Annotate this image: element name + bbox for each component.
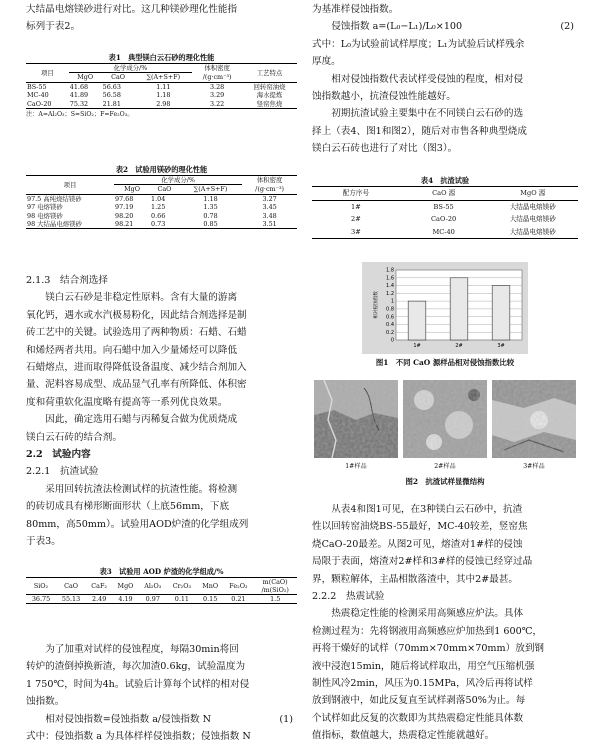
section-heading: 2.2.1 抗渣试验 [26,466,99,478]
table-cell: 大结晶电熔镁砂 [509,227,556,236]
figure-1-chart [362,262,528,354]
table-cell: 海水提炼 [256,91,283,100]
micrograph-label: 1#样品 [345,463,367,470]
table-header: CaF₂ [91,581,107,590]
table-header: 项目 [63,180,77,189]
section-heading: 2.1.3 结合剂选择 [26,275,108,286]
table-cell: 98.21 [115,220,134,229]
table-row [26,220,297,229]
y-tick-label: 0.6 [386,314,394,321]
table-header: Cr₂O₃ [172,581,192,590]
table-header: MnO [202,581,219,590]
y-tick-label: 0.4 [386,322,394,329]
text-line: 蚀指数越小，抗渣侵蚀性能越好。 [312,91,456,103]
table-caption-text: 抗渣试验 [440,176,470,185]
bar-1 [408,301,426,340]
formula-number: (2) [560,21,574,33]
table-cell: 56.58 [102,91,121,100]
ratio-den: /m(SiO₂) [261,586,289,594]
table-cell: 3.51 [262,220,277,229]
table-cell: 3.29 [209,91,225,100]
text-line: 采用回转抗渣法检测试样的抗渣性能。将检测 [45,483,238,495]
table-cell: 回转窑油烧 [253,82,286,91]
table-4-grid [312,186,578,239]
text-line: 标列于表2。 [26,21,81,33]
table-header [253,578,297,595]
text-line: 大结晶电熔镁砂进行对比。这几种镁砂理化性能指 [26,4,238,15]
text-line: 蚀指数。 [26,696,65,708]
micrograph-label: 2#样品 [434,463,456,470]
text-line: 制性风冷2min，风压为0.15MPa，风冷后再将试样 [312,678,533,690]
table-row [26,194,297,203]
table-cell: CaO-20 [27,99,52,108]
figure-2-caption: 图2 抗渣试样显微结构 [405,477,485,486]
y-tick-label: 1.2 [386,290,394,297]
y-axis-label: 相对侵蚀指数 [374,291,379,319]
table-cell: 98 大结晶电熔镁砂 [27,220,82,229]
text-line: 镁白云石砖的结合剂。 [26,431,122,443]
table-row [26,100,297,109]
table-cell: BS-55 [433,202,454,211]
table-header: 配方序号 [342,189,370,197]
table-cell: 1.18 [156,91,171,100]
table-1-grid [26,63,297,109]
table-cell: 97 电熔镁砂 [27,203,63,212]
table-subheader: CaO [157,185,172,194]
table-caption-num: 表4 [420,176,434,185]
text-line: 厚度。 [312,56,341,68]
table-row [26,82,297,91]
y-tick-label: 0 [390,337,394,344]
table-cell: 1.04 [151,194,166,203]
text-line: 初期抗渣试验主要集中在不同镁白云石砂的选 [331,108,524,120]
table-row [26,91,297,99]
table-header: 体积密度 [256,176,283,185]
table-header: 化学成分/% [69,64,192,73]
table-cell: 1.18 [203,194,218,203]
table-header: /(g·cm⁻³) [202,73,232,82]
y-tick-label: 1.6 [386,275,394,282]
table-subheader: CaO [111,73,126,82]
table-cell: 97.68 [115,194,134,203]
table-cell: 98 电熔镁砂 [27,211,63,220]
text-line: 于表3。 [26,536,61,548]
micrograph-3 [492,380,576,458]
results-section [312,501,578,745]
table-header: 化学成分/% [114,176,242,185]
table-row [312,213,578,226]
table-header: 项目 [41,68,54,77]
table-cell: 98.20 [115,211,134,220]
table-cell: 1.25 [151,203,166,212]
table-row [26,595,297,604]
text-line: 和烯烃两者共用。向石蜡中加入少量烯烃可以降低 [26,344,238,356]
table-header: Fe₂O₃ [229,581,248,590]
text-line: 石蜡熔点，进而取得降低设备温度、减少结合剂加入 [26,362,247,374]
y-tick-label: 0.2 [386,329,394,336]
table-subheader: ∑(A+S+F) [193,185,228,194]
text-line: 1 750℃，时间为4h。试验后计算每个试样的相对侵 [26,678,250,690]
table-cell: 21.81 [102,99,121,108]
table-cell: BS-55 [27,82,47,91]
table-cell: 3.45 [262,203,277,212]
ratio-num: m(CaO) [262,578,288,586]
table-cell: 1.5 [270,595,281,603]
section-test [26,641,297,745]
table-caption-num: 表2 [115,165,129,174]
section-heading: 2.2.2 热震试验 [312,591,385,603]
text-line: 择上（表4、图1和图2），随后对市售各种典型烧成 [312,125,527,137]
table-cell: 大结晶电熔镁砂 [509,202,556,211]
text-line: 再将干燥好的试样（70mm×70mm×70mm）放到钢 [312,643,545,655]
text-line: 性以回转窑油烧BS-55最好，MC-40较差，竖窑焦 [312,521,528,533]
text-line: 放到钢液中，如此反复直至试样剥落50%为止。每 [312,695,526,707]
table-cell: 56.63 [102,82,121,91]
formula-1 [26,711,297,728]
table-cell: 3# [351,227,361,236]
table-header: CaO [64,581,79,590]
section-heading: 2.2 试验内容 [26,449,91,461]
table-cell: 41.89 [69,91,89,100]
formula-number: (1) [279,713,293,725]
y-tick-label: 1.4 [386,283,394,290]
table-cell: 97.19 [115,203,134,212]
table-subheader: ∑(A+S+F) [146,73,181,82]
text-line: 界，颗粒解体，主晶相散落渣中，其中2#最甚。 [312,573,519,585]
y-tick-label: 1 [390,298,394,305]
intro-para [26,1,297,36]
table-cell: 97.5 高纯烧结镁砂 [27,194,82,203]
table-cell: CaO-20 [431,215,457,223]
table-caption-text: 典型镁白云石砂的理化性能 [128,53,215,62]
text-line: 镁白云石砂是非稳定性原料。含有大量的游离 [45,292,238,304]
x-tick-label: 2# [455,343,463,349]
text-line: 值指标，数值越大，热震稳定性能就越好。 [312,730,495,742]
text-line: 相对侵蚀指数代表试样受侵蚀的程度，相对侵 [331,73,524,85]
table-cell: 0.97 [145,595,160,603]
table-2 [26,164,297,229]
table-cell: 0.73 [151,220,166,229]
table-cell: MC-40 [27,91,49,100]
table-row [26,203,297,211]
table-caption-text: 试验用 AOD 炉渣的化学组成/% [119,567,224,576]
table-header: 工艺特点 [256,68,283,77]
x-tick-label: 3# [497,343,505,349]
bar-3 [492,286,510,340]
table-cell: 41.68 [69,82,89,91]
table-cell: 0.66 [151,211,166,220]
table-cell: 2# [351,215,361,223]
table-cell: 大结晶电熔镁砂 [509,215,556,223]
table-2-grid [26,175,297,229]
text-line: 镁白云石砖也进行了对比（图3）。 [312,143,458,155]
table-cell: 3.22 [209,99,225,108]
text-line: 从表4和图1可见，在3种镁白云石砂中，抗渣 [331,504,523,515]
text-line: 的砖切成具有梯形断面形状（上底56mm，下底 [26,501,230,513]
table-header: CaO 源 [432,189,456,197]
micrograph-1 [314,380,398,458]
text-line: 为基准样侵蚀指数。 [312,4,399,15]
table-cell: 1# [351,202,361,211]
table-3 [26,566,297,604]
table-cell: 3.48 [262,211,277,220]
table-header: 体积密度 [204,64,230,73]
table-row [312,200,578,213]
formula-2 [312,18,578,35]
table-cell: 0.15 [203,595,218,603]
table-row [312,226,578,239]
table-cell: 3.27 [262,194,277,203]
table-cell: 0.11 [174,595,189,603]
text-line: 量、泥料容易成型、成品显气孔率有所降低、体积密 [26,379,247,391]
table-row [26,212,297,220]
text-line: 砖工艺中的关键。试验选用了两种物质：石蜡、石蜡 [26,327,247,339]
text-line: 度和荷重软化温度略有提高等一系列优良效果。 [26,396,228,408]
figure-2-micrographs [314,380,576,458]
micrograph-label: 3#样品 [523,463,545,470]
formula-text: 相对侵蚀指数=侵蚀指数 a/侵蚀指数 N [45,713,211,725]
table-caption-num: 表3 [99,567,112,576]
section-binder [26,272,297,551]
table-cell: 55.13 [61,595,81,603]
table-cell: 2.98 [156,99,171,108]
table-cell: 0.21 [231,595,246,603]
table-note: 注：A=Al₂O₃；S=SiO₂；F=Fe₂O₃。 [26,111,134,119]
text-line: 烧CaO-20最差。从图2可见，熔渣对1#样的侵蚀 [312,538,523,550]
text-line: 为了加重对试样的侵蚀程度，每隔30min将回 [45,644,239,655]
x-tick-label: 1# [413,343,421,349]
text-line: 式中：L₀为试验前试样厚度；L₁为试验后试样残余 [312,38,525,50]
table-header: SiO₂ [33,581,49,590]
text-line: 氧化钙，遇水或水汽极易粉化，因此结合剂选择是制 [26,309,247,321]
table-4 [312,175,578,239]
figure-1-caption: 图1 不同 CaO 源样品相对侵蚀指数比较 [375,358,515,367]
table-cell: 4.19 [118,595,133,603]
table-subheader: MgO [124,185,140,194]
micrograph-2 [403,380,487,458]
table-caption-num: 表1 [108,53,121,62]
table-header: MgO 源 [520,189,546,197]
table-cell: 0.85 [203,220,218,229]
table-cell: 3.28 [209,82,225,91]
formula-block [312,1,578,158]
text-line: 转炉的渣倒掉换新渣，每次加渣0.6kg，试验温度为 [26,661,246,673]
y-tick-label: 1.8 [386,267,394,274]
table-subheader: MgO [77,73,94,82]
text-line: 因此，确定选用石蜡与丙稀复合做为优质烧成 [45,414,238,426]
table-cell: 75.32 [69,99,89,108]
text-line: 热震稳定性能的检测采用高频感应炉法。具体 [331,608,524,620]
text-line: 个试样如此反复的次数即为其热震稳定性能具体数 [312,712,524,724]
table-cell: 36.75 [31,595,51,603]
table-header: MgO [117,581,134,590]
text-line: 局限于表面，熔渣对2#样和3#样的侵蚀已经穿过晶 [312,556,533,568]
table-cell: 1.11 [156,82,171,91]
text-line: 液中浸泡15min，随后将试样取出，用空气压缩机强 [312,660,535,672]
y-tick-label: 0.8 [386,306,394,313]
text-line: 检测过程为：先将钢液用高频感应炉加热到1 600℃， [312,625,543,637]
formula-text: 侵蚀指数 a=(L₀−L₁)/L₀×100 [331,21,463,33]
text-line: 80mm，高50mm）。试验用AOD炉渣的化学组成列 [26,518,249,530]
table-cell: 1.35 [203,203,218,212]
table-3-grid [26,577,297,604]
table-cell: 2.49 [92,595,107,603]
bar-2 [450,278,468,340]
table-cell: MC-40 [432,227,455,236]
table-header: Al₂O₃ [144,581,162,590]
table-caption-text: 试验用镁砂的理化性能 [135,165,208,174]
table-1 [26,52,297,119]
text-line: 式中：侵蚀指数 a 为具体样样侵蚀指数；侵蚀指数 N [26,731,251,743]
table-cell: 竖窑焦烧 [256,99,283,108]
table-cell: 0.78 [203,211,218,220]
table-header: /(g·cm⁻³) [255,185,285,194]
